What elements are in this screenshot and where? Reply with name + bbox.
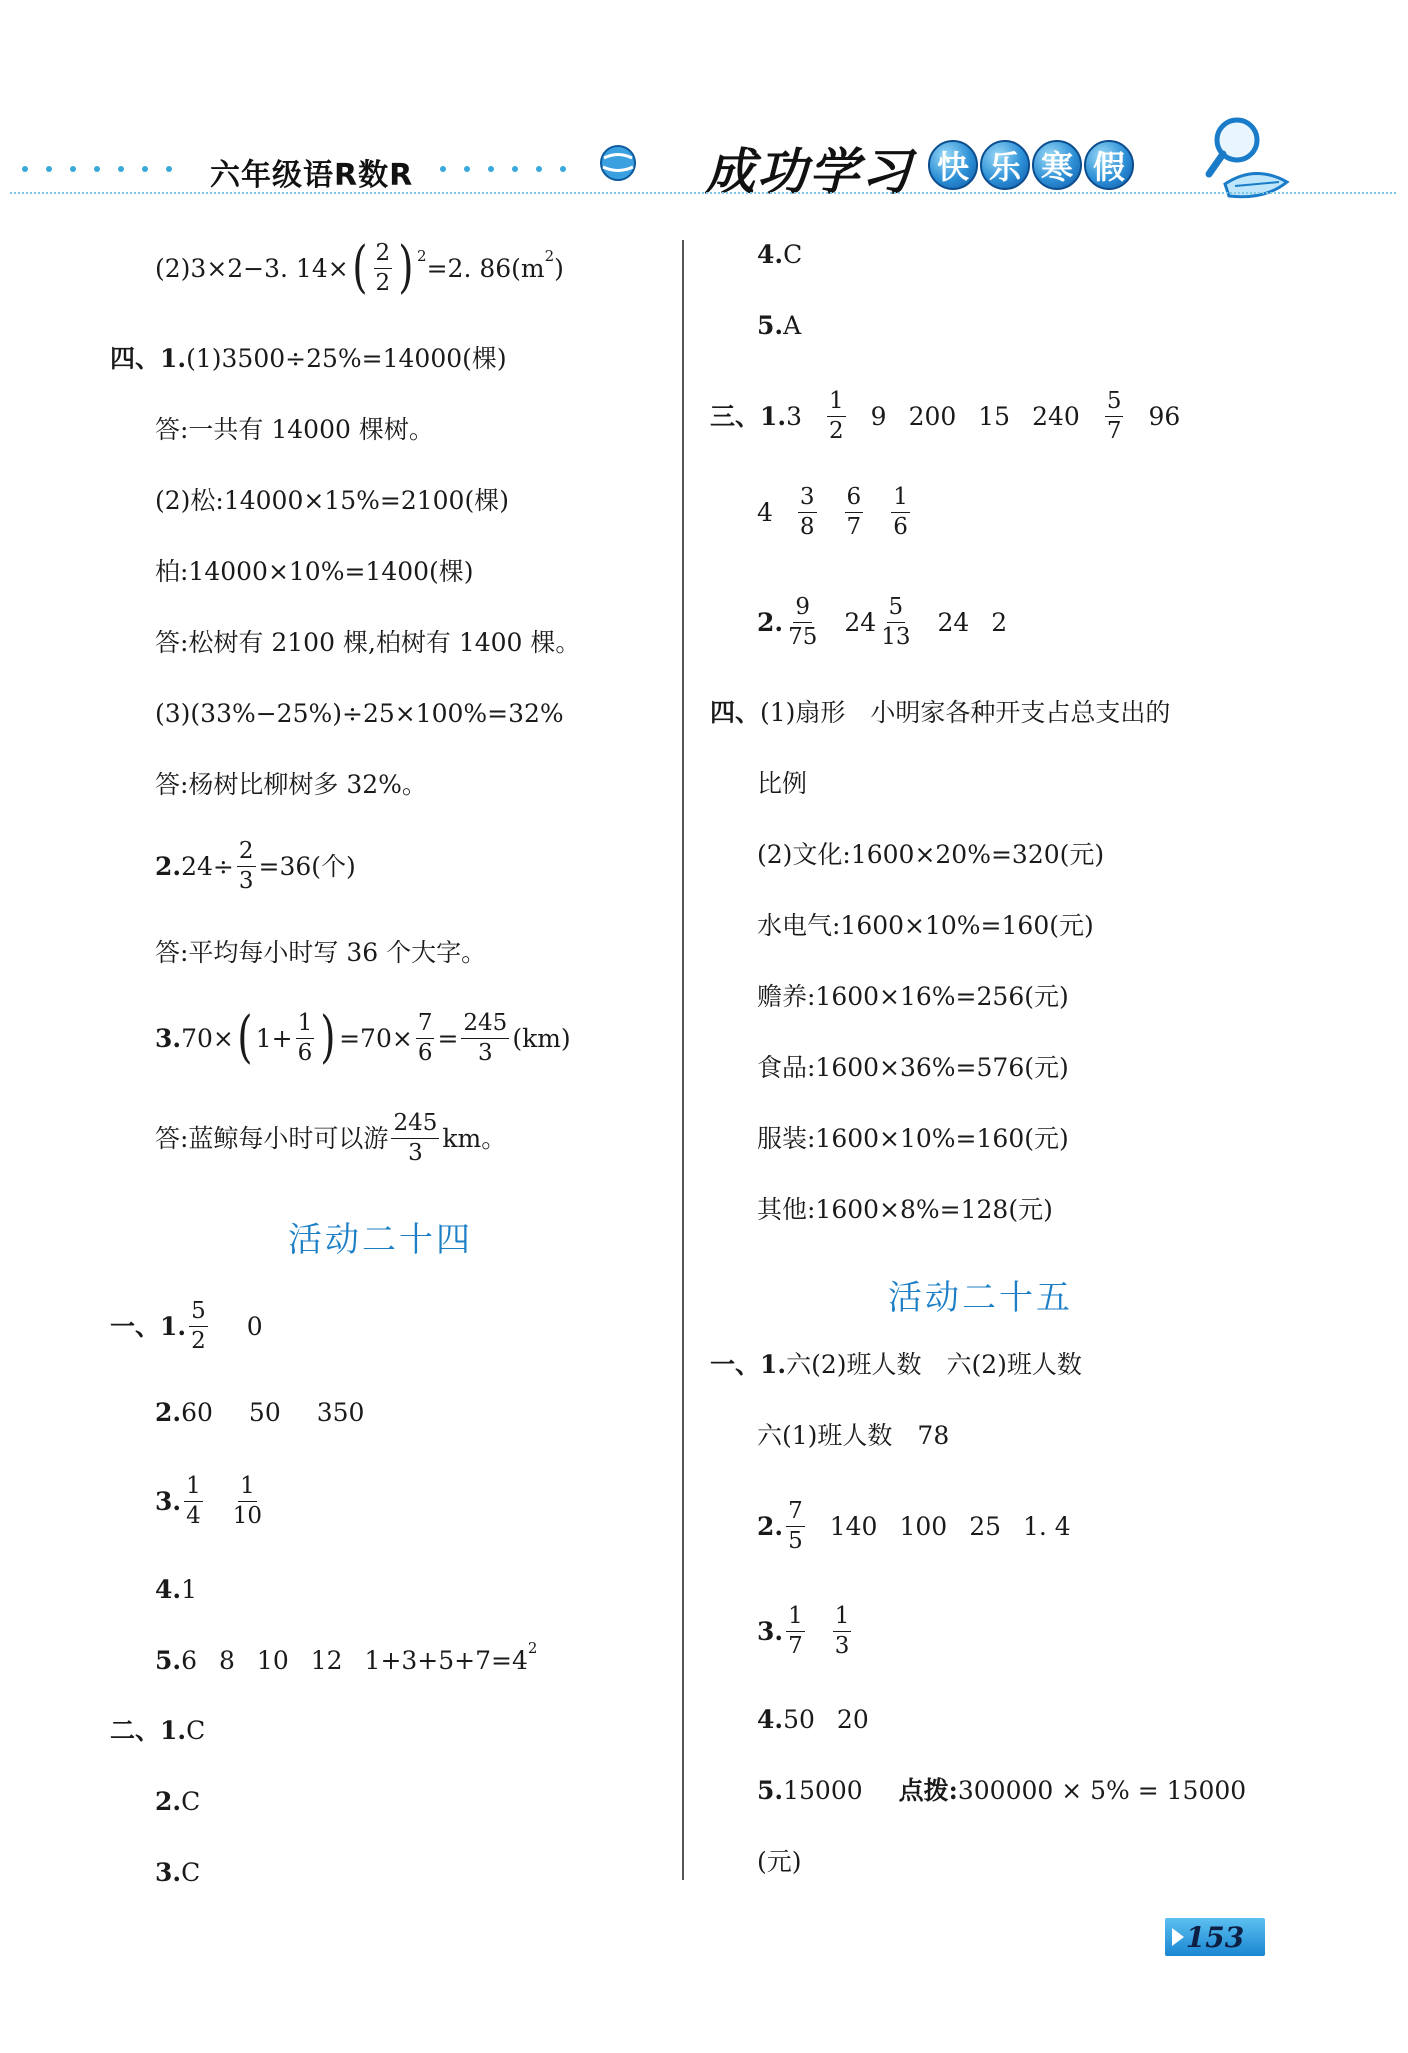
answer-line	[155, 1639, 538, 1675]
denominator: 3	[834, 1633, 850, 1659]
value: 4	[757, 498, 773, 527]
answer-line	[710, 1352, 1082, 1377]
value: 140	[829, 1512, 878, 1541]
item-label: 2.	[757, 1512, 784, 1541]
value: 350	[316, 1398, 365, 1427]
expr-text: =	[437, 1023, 459, 1053]
numerator: 245	[391, 1112, 439, 1139]
answer-line: 答:平均每小时写 36 个大字。	[155, 938, 487, 967]
expr-text: 答:蓝鲸每小时可以游	[155, 1124, 389, 1153]
fraction	[798, 486, 817, 539]
expr-text: 1+3+5+7=4	[364, 1646, 528, 1675]
denominator: 7	[788, 1633, 803, 1659]
item-label: 三、1.	[710, 402, 787, 431]
column-divider	[682, 240, 684, 1880]
numerator: 2	[237, 840, 256, 867]
denominator: 3	[408, 1140, 423, 1166]
value: 9	[870, 402, 887, 431]
fraction	[231, 1475, 264, 1528]
answer-line	[757, 242, 802, 267]
expr-text: 0	[246, 1312, 263, 1341]
badge-1: 快	[928, 140, 978, 190]
numerator: 1	[238, 1475, 257, 1502]
expr-text: 70×	[181, 1023, 234, 1053]
numerator: 9	[793, 596, 812, 623]
answer-line: 服装:1600×10%=160(元)	[757, 1124, 1069, 1153]
item-label: 3.	[757, 1617, 784, 1646]
denominator: 2	[375, 269, 391, 296]
answer-line: (2)松:14000×15%=2100(棵)	[155, 486, 509, 515]
answer-line	[710, 390, 1180, 443]
value: 50	[248, 1398, 281, 1427]
value: 12	[310, 1646, 343, 1675]
expr-text: (2)3×2−3. 14×	[155, 253, 349, 283]
answer-line: (2)文化:1600×20%=320(元)	[757, 840, 1105, 869]
answer-line	[757, 486, 913, 539]
answer-line	[155, 1400, 364, 1425]
item-label: 5.	[155, 1646, 182, 1675]
item-label: 2.	[155, 1398, 182, 1427]
value: 3	[786, 402, 803, 431]
value: C	[186, 1716, 206, 1745]
value: A	[783, 311, 802, 340]
denominator: 3	[238, 868, 254, 894]
answer-line	[757, 1778, 1246, 1803]
denominator: 8	[799, 514, 815, 540]
fraction	[461, 1009, 509, 1066]
fraction	[891, 486, 910, 539]
fraction	[786, 596, 819, 649]
numerator: 3	[798, 486, 817, 513]
denominator: 6	[297, 1039, 313, 1066]
answer-line	[710, 700, 1170, 725]
paren-open: (	[351, 235, 368, 300]
expr-text: (1)扇形 小明家各种开支占总支出的	[760, 698, 1171, 727]
denominator: 7	[846, 514, 862, 540]
expr-text: (1)3500÷25%=14000(棵)	[186, 344, 507, 373]
numerator: 1	[827, 390, 846, 417]
value: 20	[836, 1705, 869, 1734]
expr-text: =2. 86(m	[426, 253, 545, 283]
value: 2	[991, 608, 1008, 637]
globe-icon	[598, 143, 638, 183]
numerator: 2	[374, 242, 393, 269]
denominator: 4	[186, 1503, 201, 1529]
denominator: 5	[788, 1528, 803, 1554]
answer-line: 柏:14000×10%=1400(棵)	[155, 557, 474, 586]
item-label: 4.	[757, 240, 784, 269]
answer-line	[110, 1300, 263, 1353]
item-label: 4.	[757, 1705, 784, 1734]
value: 15000	[783, 1776, 863, 1805]
paren-open: (	[237, 1005, 253, 1070]
answer-line	[155, 1789, 200, 1814]
fraction	[237, 840, 256, 893]
item-label: 一、1.	[110, 1312, 187, 1341]
value: 60	[181, 1398, 213, 1427]
denominator: 7	[1106, 418, 1122, 444]
denominator: 13	[881, 624, 911, 650]
value: 200	[908, 402, 957, 431]
expr-text: =70×	[339, 1023, 413, 1053]
magnifier-mascot-icon	[1195, 112, 1295, 202]
denominator: 2	[191, 1328, 206, 1354]
answer-line	[155, 1475, 267, 1528]
page-arrow-icon	[1172, 1928, 1184, 1946]
paren-close: )	[320, 1005, 336, 1070]
expr-text: 300000 × 5% = 15000	[957, 1776, 1247, 1805]
denominator: 75	[788, 624, 818, 650]
item-label: 5.	[757, 311, 784, 340]
value: 25	[969, 1512, 1001, 1541]
value: 96	[1148, 402, 1181, 431]
answer-line	[155, 1005, 571, 1070]
answer-line	[110, 346, 507, 371]
answer-line: 答:杨树比柳树多 32%。	[155, 770, 427, 799]
answer-line	[757, 1707, 869, 1732]
answer-line	[757, 1605, 854, 1658]
answer-line	[155, 235, 564, 300]
answer-line: 答:一共有 14000 棵树。	[155, 415, 434, 444]
expr-text: (km)	[512, 1023, 571, 1053]
fraction	[391, 1112, 439, 1165]
numerator: 5	[189, 1300, 208, 1327]
fraction	[833, 1605, 852, 1658]
item-label: 3.	[155, 1858, 182, 1887]
value: 1. 4	[1023, 1512, 1071, 1541]
fraction	[1105, 390, 1124, 443]
value: 8	[219, 1646, 235, 1675]
value: 6	[181, 1646, 198, 1675]
denominator: 6	[417, 1039, 433, 1066]
answer-line: (3)(33%−25%)÷25×100%=32%	[155, 699, 564, 728]
exponent: 2	[544, 246, 555, 265]
expr-text: 1+	[255, 1023, 293, 1053]
answer-line: (元)	[757, 1847, 802, 1876]
answer-line	[155, 1577, 197, 1602]
value: 100	[899, 1512, 948, 1541]
value: 24	[844, 608, 877, 637]
item-label: 3.	[155, 1487, 182, 1516]
value: 1	[181, 1575, 198, 1604]
numerator: 7	[786, 1500, 805, 1527]
value: C	[783, 240, 803, 269]
badge-4: 假	[1084, 140, 1134, 190]
numerator: 5	[887, 596, 906, 623]
numerator: 1	[184, 1475, 203, 1502]
expr-text: 24÷	[181, 852, 234, 881]
denominator: 10	[232, 1503, 263, 1529]
value: 240	[1032, 402, 1080, 431]
grade-label: 六年级语R数R	[210, 158, 414, 193]
answer-line: 六(1)班人数 78	[757, 1421, 950, 1450]
header-dots-left	[22, 166, 172, 172]
item-label: 5.	[757, 1776, 784, 1805]
fraction	[189, 1300, 208, 1353]
hint-label: 点拨:	[898, 1776, 958, 1805]
answer-line: 比例	[757, 769, 808, 798]
holiday-badges	[928, 140, 1134, 190]
exponent: 2	[417, 246, 427, 265]
answer-line: 答:松树有 2100 棵,柏树有 1400 棵。	[155, 628, 581, 657]
badge-2: 乐	[980, 140, 1030, 190]
answer-line: 赡养:1600×16%=256(元)	[757, 982, 1069, 1011]
item-label: 4.	[155, 1575, 182, 1604]
answer-line: 食品:1600×36%=576(元)	[757, 1053, 1069, 1082]
answer-line	[110, 1718, 205, 1743]
answer-line	[155, 1112, 506, 1165]
numerator: 5	[1105, 390, 1124, 417]
answer-line	[757, 596, 1007, 649]
header-rule	[10, 192, 1396, 194]
numerator: 1	[833, 1605, 852, 1632]
value: 50	[783, 1705, 815, 1734]
answer-line	[155, 1860, 200, 1885]
fraction	[416, 1009, 435, 1066]
item-label: 一、1.	[710, 1350, 787, 1379]
answer-line	[757, 313, 801, 338]
fraction	[296, 1009, 315, 1066]
fraction	[786, 1500, 805, 1553]
numerator: 1	[891, 486, 910, 513]
section-title: 活动二十四	[288, 1220, 473, 1260]
fraction	[374, 239, 393, 296]
value: C	[181, 1858, 201, 1887]
answer-line	[155, 840, 356, 893]
value: C	[181, 1787, 201, 1816]
item-label: 四、1.	[110, 344, 187, 373]
denominator: 2	[829, 418, 844, 444]
denominator: 3	[478, 1039, 493, 1066]
value: 10	[256, 1646, 289, 1675]
expr-text: 六(2)班人数 六(2)班人数	[786, 1350, 1082, 1379]
fraction	[879, 596, 912, 649]
answer-line	[757, 1500, 1071, 1553]
item-label: 二、1.	[110, 1716, 187, 1745]
item-label: 2.	[155, 1787, 182, 1816]
section-title: 活动二十五	[888, 1278, 1073, 1318]
expr-text: =36(个)	[258, 852, 356, 881]
value: 24	[937, 608, 970, 637]
header-dots-right	[440, 166, 566, 172]
fraction	[786, 1605, 805, 1658]
answer-line: 其他:1600×8%=128(元)	[757, 1195, 1053, 1224]
item-label: 3.	[155, 1023, 182, 1053]
numerator: 7	[416, 1012, 435, 1039]
item-label: 2.	[757, 608, 784, 637]
expr-text: km。	[442, 1124, 507, 1153]
item-label: 2.	[155, 852, 182, 881]
paren-close: )	[398, 235, 414, 300]
value: 15	[978, 402, 1011, 431]
fraction	[845, 486, 864, 539]
numerator: 6	[845, 486, 864, 513]
page-number-text: 153	[1185, 1920, 1245, 1954]
denominator: 6	[893, 514, 908, 540]
exponent: 2	[527, 1639, 538, 1657]
numerator: 1	[786, 1605, 805, 1632]
numerator: 1	[296, 1012, 315, 1039]
numerator: 245	[461, 1012, 509, 1039]
expr-text: )	[554, 253, 564, 283]
answer-line: 水电气:1600×10%=160(元)	[757, 911, 1094, 940]
fraction	[184, 1475, 203, 1528]
book-title: 成功学习	[705, 143, 913, 201]
item-label: 四、	[710, 698, 761, 727]
fraction	[827, 390, 846, 443]
badge-3: 寒	[1032, 140, 1082, 190]
